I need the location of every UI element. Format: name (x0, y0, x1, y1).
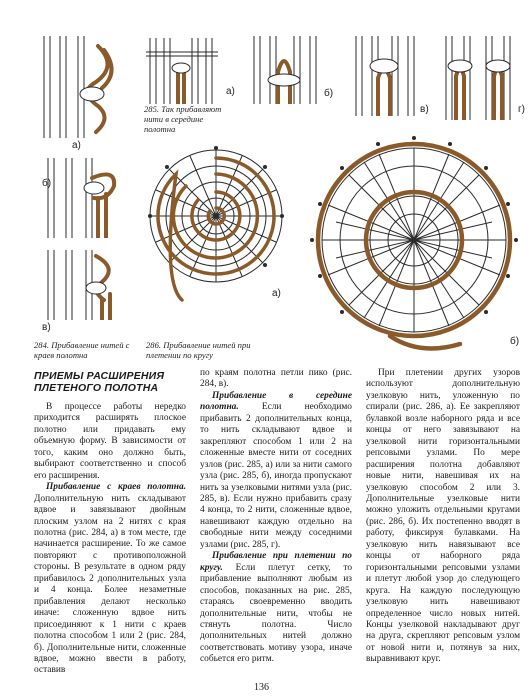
fig286-caption: 286. Прибавление нитей при плетении по кругу (146, 340, 251, 360)
col2-para-2: Прибавление в середине полотна. Если необходимо прибавить 2 дополнительных конца, то нить складывают вдвое и закрепляют способом 1 или 2 на сложенные вместе нити от соседних узлов (рис. 285, а) или за нити самого узла (рис. 285, б), иногда пропускают нить за узелковыми нитями узла (рис. 285, в). Если нужно прибавить сразу 4 конца, то 2 нити, сложенные вдвое, навешивают каждую отдельно на свободные нити между соседними узлами (рис. 285, г). (200, 390, 352, 550)
fig284-knot-v (42, 250, 122, 320)
fig285-label-a: а) (226, 86, 235, 97)
col1-subheading: Прибавление с краев полотна. (46, 482, 186, 493)
text-column-1 (34, 402, 186, 677)
fig286-label-a: а) (272, 288, 281, 299)
fig285-knot-g (440, 36, 520, 120)
text-column-2 (200, 368, 352, 666)
fig284-caption: 284. Прибавление нитей с краев полотна (34, 340, 130, 360)
fig285-knot-a (140, 38, 226, 104)
fig285-knot-b (244, 36, 324, 104)
section-title: ПРИЕМЫ РАСШИРЕНИЯ ПЛЕТЕНОГО ПОЛОТНА (34, 370, 165, 394)
fig284-label-v: в) (42, 322, 51, 333)
fig286-circle-b (300, 130, 524, 362)
col1-para-1: В процессе работы нередко приходится расширять плоское полотно или придавать ему объемную форму. В зависимости от того, каким оно должно быть, выбирают соответственно и способ его расширения. (34, 402, 186, 481)
fig285-label-g: г) (518, 104, 525, 115)
page-number: 136 (254, 682, 269, 693)
col2-para-3: Прибавление при плетении по кругу. Если плетут сетку, то прибавление выполняют любым из способов, показанных на рис. 285, стараясь своевременно вводить дополнительные нити, чтобы не стянуть полотна. Число дополнительных нитей должно соответствовать мотиву узора, иначе собьется его ритм. (200, 551, 353, 665)
fig284-knot-b (42, 158, 122, 238)
fig285-label-b: б) (324, 88, 334, 99)
col1-para-2: Прибавление с краев полотна. Дополнительную нить складывают вдвое и завязывают двойным плоским узлом на 2 нитях с края полотна (рис. 284, а) в том месте, где начинается расширение. То же самое повторяют с противоположной стороны. В результате в одном ряду прибавилось 2 дополнительных узла и 4 конца. Более незаметные прибавления делают несколько иначе: сложенную вдвое нить присоединяют к 1 нити с краев полотна способом 1 или 2 (рис. 284, б). Дополнительные нити, сложенные вдвое, можно ввести в работу, оставив (34, 482, 186, 676)
fig286-circle-a (142, 132, 292, 312)
col2-para-1: по краям полотна петли пико (рис. 284, в). (200, 368, 352, 390)
fig284-label-a: а) (72, 140, 81, 151)
fig285-caption: 285. Так прибавляют нити в середине полотна (144, 104, 222, 134)
fig285-label-v: в) (420, 104, 429, 115)
fig286-label-b: б) (510, 336, 520, 347)
fig284-label-b: б) (42, 178, 52, 189)
col2-subheading-1: Прибавление в середине полотна. (200, 390, 352, 413)
col2-subheading-2: Прибавление при плетении по кругу. (200, 551, 352, 573)
fig285-knot-v (348, 36, 420, 116)
fig284-knot-a (38, 36, 124, 138)
text-column-3 (366, 368, 520, 666)
col3-para-1: При плетении других узоров используют дополнительную узелковую нить, уложенную по спирали (рис. 286, а). Ее закрепляют булавкой возле наборного ряда и все концы от него завязывают на узелковой нити горизонтальными репсовыми узлами. По мере расширения полотна добавляют новые нити, навешивая их на узелковую способом 2 или 3. Дополнительные узелковые нити можно уложить отдельными кругами (рис. 286, б). Их постепенно вводят в работу, фиксируя булавками. На узелковую нить навязывают все концы от наборного ряда горизонтальными репсовыми узлами и плетут любой узор до следующего круга. На каждую последующую узелковую нить навешивают определенное число новых нитей. Концы узелковой накладывают друг на друга, скрепляют репсовым узлом от новой нити и, потянув за них, выравнивают круг. (366, 368, 520, 665)
